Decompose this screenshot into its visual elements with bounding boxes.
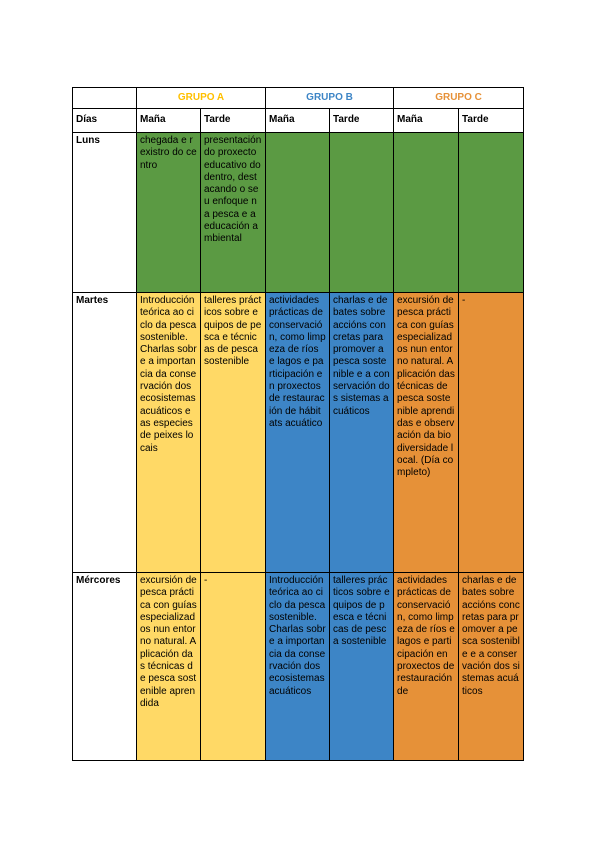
header-c-tarde: Tarde (459, 109, 524, 133)
cell-a-manha: chegada e rexistro do centro (137, 133, 201, 293)
cell-b-manha: actividades prácticas de conservación, como limpeza de ríos e lagos e participación en proxectos de restauración de hábitats acuático (266, 293, 330, 573)
cell-c-manha: excursión de pesca práctica con guías especializados nun entorno natural. Aplicación das técnicas de pesca sostenible aprendidas e observación da biodiversidade local. (Día completo) (394, 293, 459, 573)
empty-corner-cell (73, 88, 137, 109)
header-b-manha: Maña (266, 109, 330, 133)
cell-b-tarde: talleres prácticos sobre equipos de pesca e técnicas de pesca sostenible (330, 573, 394, 761)
cell-a-tarde: talleres prácticos sobre equipos de pesca e técnicas de pesca sostenible (201, 293, 266, 573)
cell-a-manha: excursión de pesca práctica con guías especializados nun entorno natural. Aplicación das técnicas de pesca sostenible aprendida (137, 573, 201, 761)
cell-c-tarde: charlas e debates sobre accións concretas para promover a pesca sostenible e a conservación dos sistemas acuáticos (459, 573, 524, 761)
header-a-tarde: Tarde (201, 109, 266, 133)
cell-c-tarde (459, 133, 524, 293)
day-label: Martes (73, 293, 137, 573)
cell-c-manha (394, 133, 459, 293)
row-martes (73, 293, 524, 573)
cell-b-manha (266, 133, 330, 293)
group-c-title: GRUPO C (394, 88, 524, 109)
cell-c-tarde: - (459, 293, 524, 573)
header-c-manha: Maña (394, 109, 459, 133)
cell-b-manha: Introducción teórica ao ciclo da pesca sostenible. Charlas sobre a importancia da conservación dos ecosistemas acuáticos (266, 573, 330, 761)
header-b-tarde: Tarde (330, 109, 394, 133)
day-label: Luns (73, 133, 137, 293)
cell-a-tarde: presentación do proxecto educativo do dentro, destacando o seu enfoque na pesca e a educación ambiental (201, 133, 266, 293)
row-mercores (73, 573, 524, 761)
group-b-title: GRUPO B (266, 88, 394, 109)
group-a-title: GRUPO A (137, 88, 266, 109)
cell-a-tarde: - (201, 573, 266, 761)
cell-c-manha: actividades prácticas de conservación, como limpeza de ríos e lagos e participación en proxectos de restauración de (394, 573, 459, 761)
group-header-row (73, 88, 524, 109)
row-luns (73, 133, 524, 293)
header-dias: Días (73, 109, 137, 133)
cell-b-tarde: charlas e debates sobre accións concretas para promover a pesca sostenible e a conservación dos sistemas acuáticos (330, 293, 394, 573)
schedule-table (72, 87, 524, 761)
header-a-manha: Maña (137, 109, 201, 133)
day-label: Mércores (73, 573, 137, 761)
column-header-row (73, 109, 524, 133)
cell-b-tarde (330, 133, 394, 293)
cell-a-manha: Introducción teórica ao ciclo da pesca sostenible. Charlas sobre a importancia da conservación dos ecosistemas acuáticos e as especies de peixes locais (137, 293, 201, 573)
